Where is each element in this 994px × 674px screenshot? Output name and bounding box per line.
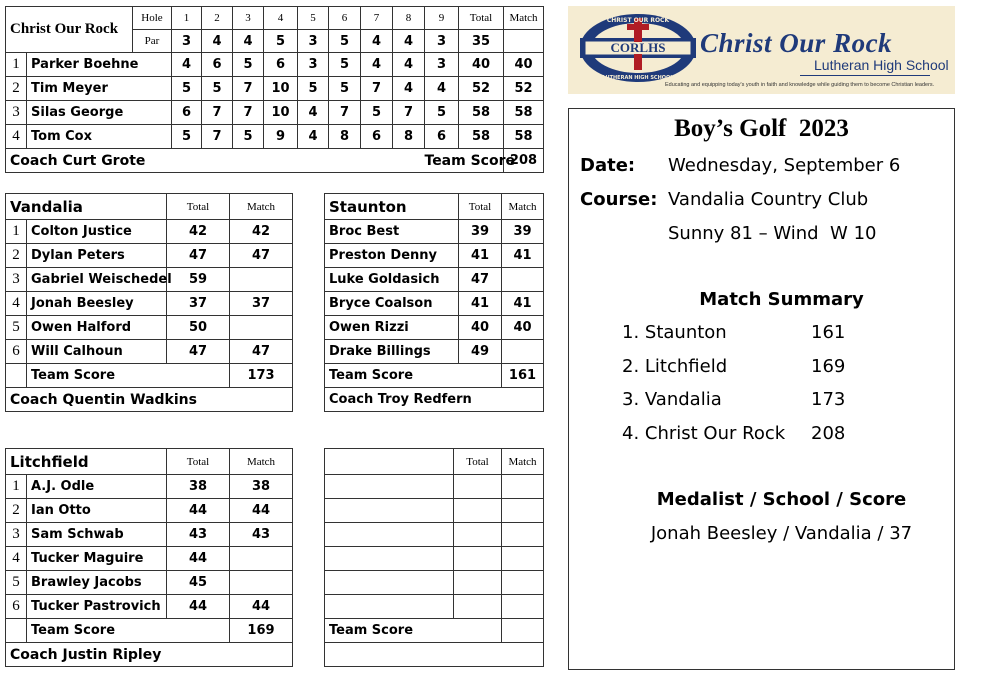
player-row [325,244,544,268]
summary-score: 173 [811,389,846,410]
team-score: 173 [230,364,293,388]
player-total: 47 [459,268,502,292]
team-score-label: Team Score [425,149,504,173]
player-row [6,244,293,268]
player-row [6,125,544,149]
school-name: Christ Our Rock [6,7,133,53]
player-name: Owen Halford [27,316,167,340]
hole-score: 3 [298,53,329,77]
hole-score: 7 [202,125,233,149]
player-match: 47 [230,340,293,364]
player-name: Dylan Peters [27,244,167,268]
hole-score: 6 [361,125,393,149]
empty-cell [325,571,454,595]
seal-top-text: CHRIST OUR ROCK [606,17,670,24]
player-total: 50 [167,316,230,340]
player-index: 3 [6,101,27,125]
player-index: 6 [6,595,27,619]
event-title: Boy’s Golf 2023 [674,115,849,142]
player-row [325,220,544,244]
hole-number: 7 [361,7,393,30]
par-value: 3 [425,30,459,53]
date-value: Wednesday, September 6 [668,155,901,176]
hole-score: 7 [329,101,361,125]
player-total: 40 [459,53,504,77]
player-index: 3 [6,268,27,292]
summary-rank: 1. Staunton [622,322,727,343]
hole-score: 5 [298,77,329,101]
logo-title: Christ Our Rock [700,28,893,58]
hole-score: 5 [233,125,264,149]
hole-score: 5 [202,77,233,101]
player-total: 52 [459,77,504,101]
hole-number: 8 [393,7,425,30]
player-row [6,316,293,340]
hole-score: 6 [172,101,202,125]
player-name: Tim Meyer [27,77,133,101]
player-match [230,316,293,340]
player-total: 38 [167,475,230,499]
player-name: Gabriel Weischedel [27,268,167,292]
empty-cell [502,499,544,523]
player-total: 47 [167,244,230,268]
staunton-table [324,193,544,412]
par-value: 3 [298,30,329,53]
christ-our-rock-scorecard [5,6,544,173]
hole-score: 4 [425,77,459,101]
empty-cell [502,619,544,643]
player-name: Tucker Maguire [27,547,167,571]
empty-cell [504,30,544,53]
team-name: Litchfield [6,449,167,475]
empty-team-table [324,448,544,667]
coach-name: Coach Justin Ripley [6,643,293,667]
player-index: 4 [6,292,27,316]
team-score: 208 [504,149,544,173]
hole-score: 6 [425,125,459,149]
empty-coach-cell [325,643,544,667]
empty-cell [325,475,454,499]
player-match: 52 [504,77,544,101]
player-name: A.J. Odle [27,475,167,499]
par-value: 4 [202,30,233,53]
total-header: Total [454,449,502,475]
player-total: 44 [167,595,230,619]
player-match: 38 [230,475,293,499]
empty-team-name [325,449,454,475]
player-name: Tom Cox [27,125,133,149]
empty-cell [133,125,172,149]
player-total: 41 [459,292,502,316]
player-index: 5 [6,316,27,340]
player-match: 41 [502,292,544,316]
medalist-title: Medalist / School / Score [656,489,907,510]
hole-score: 9 [264,125,298,149]
seal-bottom-text: LUTHERAN HIGH SCHOOL [602,75,674,81]
empty-cell [454,547,502,571]
total-header: Total [459,194,502,220]
hole-score: 7 [361,77,393,101]
hole-score: 4 [361,53,393,77]
empty-cell [6,364,27,388]
player-row [6,77,544,101]
team-score-label: Team Score [325,364,502,388]
empty-cell [502,595,544,619]
player-name: Parker Boehne [27,53,133,77]
summary-score: 169 [811,355,846,377]
par-total: 35 [459,30,504,53]
hole-score: 8 [393,125,425,149]
player-index: 4 [6,125,27,149]
empty-player-row [325,475,544,499]
total-header: Total [459,7,504,30]
hole-number: 5 [298,7,329,30]
player-row [6,523,293,547]
par-value: 3 [172,30,202,53]
player-row [6,595,293,619]
player-name: Brawley Jacobs [27,571,167,595]
player-name: Jonah Beesley [27,292,167,316]
hole-number: 2 [202,7,233,30]
match-header: Match [502,449,544,475]
hole-score: 10 [264,101,298,125]
team-score-label: Team Score [27,364,230,388]
player-row [325,340,544,364]
hole-number: 1 [172,7,202,30]
player-match: 40 [504,53,544,77]
hole-score: 5 [329,53,361,77]
seal-abbrev-text: CORLHS [610,40,666,55]
hole-score: 7 [202,101,233,125]
hole-score: 7 [393,101,425,125]
player-row [6,547,293,571]
empty-player-row [325,595,544,619]
medalist-value: Jonah Beesley / Vandalia / 37 [650,523,913,544]
empty-cell [454,475,502,499]
player-name: Colton Justice [27,220,167,244]
player-total: 39 [459,220,502,244]
player-row [325,268,544,292]
player-total: 43 [167,523,230,547]
hole-score: 4 [393,77,425,101]
empty-cell [133,101,172,125]
hole-score: 4 [393,53,425,77]
empty-cell [502,547,544,571]
player-total: 45 [167,571,230,595]
player-row [6,268,293,292]
empty-cell [325,499,454,523]
player-total: 42 [167,220,230,244]
player-total: 41 [459,244,502,268]
hole-score: 5 [233,53,264,77]
coach-name: Coach Curt Grote [6,149,425,173]
player-name: Silas George [27,101,133,125]
player-total: 44 [167,499,230,523]
empty-cell [133,53,172,77]
player-match: 58 [504,101,544,125]
player-name: Owen Rizzi [325,316,459,340]
player-row [6,475,293,499]
empty-cell [325,595,454,619]
empty-cell [325,523,454,547]
school-logo-banner [568,6,955,94]
player-row [325,316,544,340]
player-total: 47 [167,340,230,364]
course-value: Vandalia Country Club [668,189,869,210]
hole-score: 5 [172,125,202,149]
par-label: Par [133,30,172,53]
hole-label: Hole [133,7,172,30]
match-summary-title: Match Summary [699,289,864,310]
litchfield-table [5,448,293,667]
player-name: Will Calhoun [27,340,167,364]
player-total: 59 [167,268,230,292]
team-score-label: Team Score [325,619,502,643]
logo-tagline: Educating and equipping today's youth in faith and knowledge while guiding them to become Christian leaders. [665,82,935,88]
summary-score: 161 [811,322,846,343]
player-name: Luke Goldasich [325,268,459,292]
summary-rank: 4. Christ Our Rock [622,422,786,444]
player-row [6,53,544,77]
player-row [325,292,544,316]
empty-cell [502,523,544,547]
player-match: 40 [502,316,544,340]
vandalia-table [5,193,293,412]
player-total: 40 [459,316,502,340]
empty-player-row [325,499,544,523]
hole-score: 8 [329,125,361,149]
empty-cell [6,619,27,643]
summary-rank: 3. Vandalia [622,389,722,410]
team-score: 169 [230,619,293,643]
event-info-panel [568,108,955,670]
team-score: 161 [502,364,544,388]
hole-number: 9 [425,7,459,30]
empty-cell [502,475,544,499]
date-label: Date: [580,155,636,176]
match-header: Match [230,194,293,220]
player-index: 2 [6,244,27,268]
player-index: 1 [6,475,27,499]
player-index: 1 [6,220,27,244]
player-match: 43 [230,523,293,547]
player-name: Preston Denny [325,244,459,268]
player-match: 47 [230,244,293,268]
player-match: 39 [502,220,544,244]
player-total: 37 [167,292,230,316]
player-index: 5 [6,571,27,595]
hole-score: 5 [329,77,361,101]
empty-cell [454,595,502,619]
hole-score: 10 [264,77,298,101]
weather-value: Sunny 81 – Wind W 10 [668,223,877,244]
hole-number: 6 [329,7,361,30]
player-total: 49 [459,340,502,364]
coach-name: Coach Quentin Wadkins [6,388,293,412]
empty-cell [454,523,502,547]
hole-score: 5 [172,77,202,101]
summary-score: 208 [811,422,846,444]
match-header: Match [230,449,293,475]
hole-score: 7 [233,77,264,101]
empty-cell [502,571,544,595]
player-index: 4 [6,547,27,571]
player-name: Sam Schwab [27,523,167,547]
par-value: 4 [233,30,264,53]
empty-player-row [325,523,544,547]
player-match: 44 [230,595,293,619]
logo-underline [800,75,930,76]
par-value: 5 [329,30,361,53]
player-match [230,547,293,571]
player-row [6,571,293,595]
player-match [230,571,293,595]
course-label: Course: [580,189,658,210]
empty-player-row [325,547,544,571]
hole-score: 3 [425,53,459,77]
total-header: Total [167,449,230,475]
hole-number: 4 [264,7,298,30]
player-total: 58 [459,125,504,149]
total-header: Total [167,194,230,220]
player-index: 1 [6,53,27,77]
empty-cell [325,547,454,571]
player-match: 58 [504,125,544,149]
player-match: 42 [230,220,293,244]
logo-subtitle: Lutheran High School [814,57,949,73]
player-match: 41 [502,244,544,268]
player-name: Broc Best [325,220,459,244]
player-row [6,499,293,523]
player-match [502,268,544,292]
coach-name: Coach Troy Redfern [325,388,544,412]
hole-score: 6 [202,53,233,77]
empty-cell [454,571,502,595]
player-name: Drake Billings [325,340,459,364]
hole-score: 7 [233,101,264,125]
hole-number: 3 [233,7,264,30]
par-value: 5 [264,30,298,53]
player-total: 58 [459,101,504,125]
player-match: 44 [230,499,293,523]
empty-cell [454,499,502,523]
hole-score: 4 [298,101,329,125]
match-header: Match [504,7,544,30]
player-match: 37 [230,292,293,316]
player-row [6,340,293,364]
player-index: 6 [6,340,27,364]
player-index: 2 [6,77,27,101]
hole-score: 6 [264,53,298,77]
player-total: 44 [167,547,230,571]
player-index: 3 [6,523,27,547]
team-name: Staunton [325,194,459,220]
par-value: 4 [393,30,425,53]
par-value: 4 [361,30,393,53]
player-match [502,340,544,364]
hole-score: 4 [298,125,329,149]
hole-score: 4 [172,53,202,77]
player-name: Ian Otto [27,499,167,523]
player-name: Tucker Pastrovich [27,595,167,619]
player-name: Bryce Coalson [325,292,459,316]
summary-rank: 2. Litchfield [622,355,728,377]
hole-score: 5 [361,101,393,125]
hole-score: 5 [425,101,459,125]
team-score-label: Team Score [27,619,230,643]
empty-cell [133,77,172,101]
match-header: Match [502,194,544,220]
player-row [6,101,544,125]
team-name: Vandalia [6,194,167,220]
empty-player-row [325,571,544,595]
player-index: 2 [6,499,27,523]
player-row [6,292,293,316]
player-match [230,268,293,292]
player-row [6,220,293,244]
